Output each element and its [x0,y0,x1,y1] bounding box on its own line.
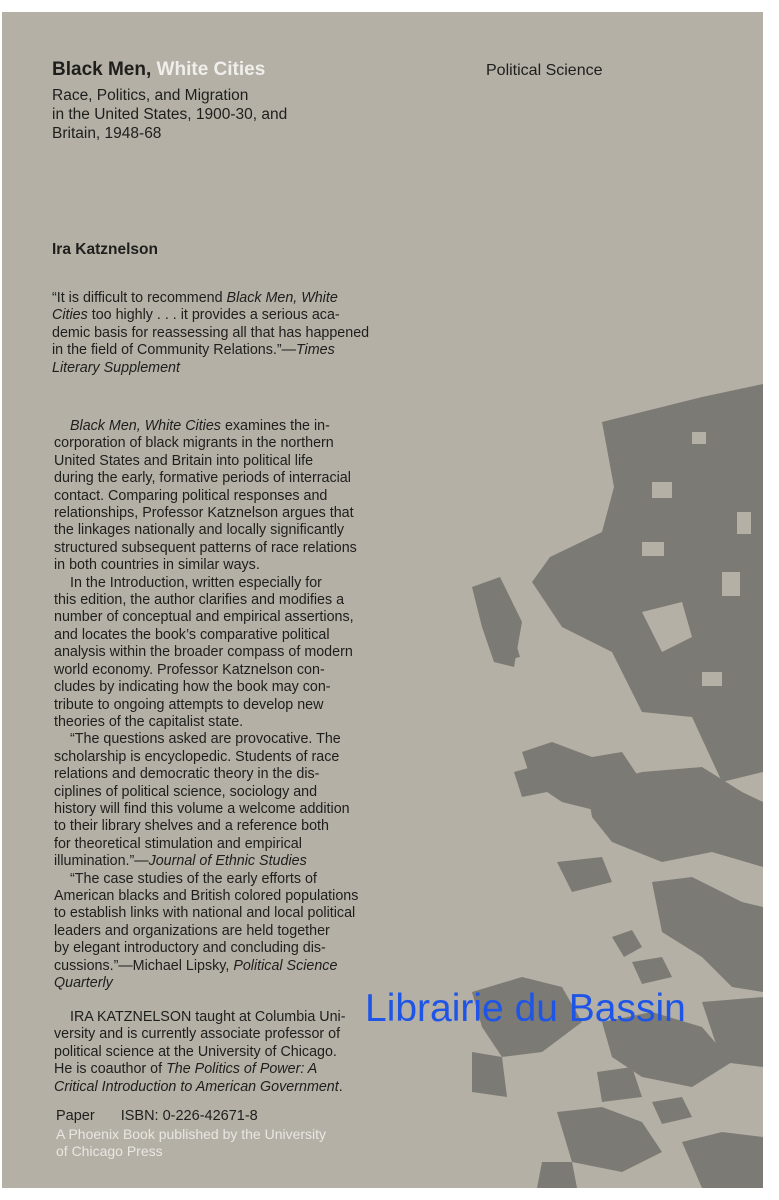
author-bio [54,1009,345,1096]
text-line [54,1079,345,1096]
book-subtitle [52,86,372,143]
text-line: cludes by indicating how the book may con- [54,679,331,696]
italic-run: Critical Introduction to American Government [54,1078,339,1095]
review-quote-ethnic-studies [54,731,358,870]
quote-line [52,360,369,377]
text-line: for theoretical stimulation and empirical [54,835,302,852]
text-line: corporation of black migrants in the northern [54,435,334,452]
text-line: theories of the capitalist state. [54,713,244,730]
italic-run: Literary Supplement [52,359,180,376]
italic-run: Times [295,342,335,359]
book-title [52,58,265,82]
text-line: scholarship is encyclopedic. Students of race [54,748,340,765]
text-line: American blacks and British colored populations [54,887,359,904]
text-run: examines the in- [220,418,330,434]
text-run: in the field of Community Relations.”— [52,342,296,359]
text-run: . [338,1078,343,1095]
text-line: In the Introduction, written especially for [70,574,322,591]
text-line: United States and Britain into political life [54,452,314,469]
review-quote-lipsky [54,871,358,993]
text-line: IRA KATZNELSON taught at Columbia Uni- [70,1009,346,1025]
italic-run: The Politics of Power: A [166,1061,318,1078]
text-line: relations and democratic theory in the dis- [54,766,320,783]
subtitle-line: Britain, 1948-68 [52,125,162,142]
text-line: to their library shelves and a reference both [54,818,329,835]
text-line: during the early, formative periods of interracial [54,470,351,487]
paragraph-summary [54,418,358,575]
title-black-part: Black Men, [52,59,152,80]
text-line: by elegant introductory and concluding dis- [54,940,326,957]
publisher-imprint [56,1126,326,1160]
text-line: “The questions asked are provocative. The [70,731,341,748]
title-white-part: White Cities [156,59,266,80]
subject-category: Political Science [486,62,603,79]
seller-watermark: Librairie du Bassin [365,987,686,1030]
text-line: this edition, the author clarifies and modifies a [54,592,345,609]
text-line: relationships, Professor Katznelson argues that [54,505,354,522]
text-run: illumination.”— [54,853,149,870]
text-line: political science at the University of Chicago. [54,1043,337,1060]
text-line: versity and is currently associate professor of [54,1026,341,1043]
text-run: He is coauthor of [54,1061,167,1078]
italic-run: Journal of Ethnic Studies [148,853,307,870]
quote-line [52,290,369,307]
text-run: “It is difficult to recommend [52,290,227,306]
text-line: “The case studies of the early efforts of [70,870,317,887]
text-line [54,853,358,870]
author-name: Ira Katznelson [52,241,158,258]
subtitle-line: in the United States, 1900-30, and [52,106,288,123]
review-quote-tls [52,290,369,377]
paragraph-introduction [54,575,358,732]
text-line: ciplines of political science, sociology and [54,783,318,800]
text-line: structured subsequent patterns of race relations [54,539,357,556]
text-line [54,418,358,435]
text-line: leaders and organizations are held together [54,922,330,939]
italic-run: Political Science [233,957,338,974]
text-line: number of conceptual and empirical assertions, [54,609,354,626]
text-run: cussions.”—Michael Lipsky, [54,957,234,974]
text-run: too highly . . . it provides a serious aca- [87,307,340,324]
text-line: history will find this volume a welcome addition [54,800,350,817]
text-line: in both countries in similar ways. [54,557,260,574]
publisher-line: A Phoenix Book published by the University [56,1126,327,1142]
text-line: contact. Comparing political responses and [54,487,328,504]
text-line: the linkages nationally and locally significantly [54,522,345,539]
format-label: Paper [56,1108,95,1124]
text-line [54,958,358,975]
quote-line [52,325,369,342]
text-line: world economy. Professor Katznelson con- [54,661,325,678]
isbn-line [56,1107,258,1125]
italic-run: Black Men, White Cities [70,418,221,434]
text-line: and locates the book’s comparative political [54,626,330,643]
book-description [54,418,358,992]
quote-line [52,342,369,359]
italic-run: Quarterly [54,975,113,991]
text-line: to establish links with national and local political [54,905,356,922]
italic-run: Black Men, White [226,290,338,306]
text-line: tribute to ongoing attempts to develop new [54,696,324,713]
subtitle-line: Race, Politics, and Migration [52,87,249,104]
text-line: analysis within the broader compass of modern [54,644,353,661]
text-run: demic basis for reassessing all that has happened [52,324,370,341]
text-line [54,975,358,992]
isbn-number: ISBN: 0-226-42671-8 [120,1108,258,1124]
quote-line [52,307,369,324]
text-line [54,1061,345,1078]
publisher-line: of Chicago Press [56,1143,163,1159]
italic-run: Cities [52,307,88,324]
